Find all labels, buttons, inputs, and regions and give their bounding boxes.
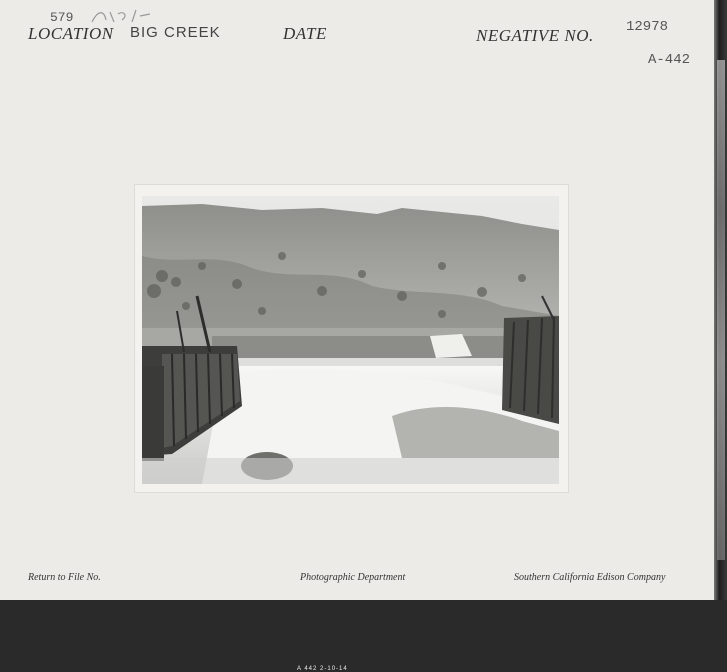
negative-label: NEGATIVE NO. bbox=[476, 26, 594, 45]
location-value: BIG CREEK bbox=[130, 24, 221, 41]
department-label: Photographic Department bbox=[300, 572, 406, 583]
negative-sub-number: A-442 bbox=[648, 52, 691, 68]
handwritten-scribble-icon bbox=[88, 6, 158, 26]
date-label: DATE bbox=[283, 24, 327, 43]
scanner-edge bbox=[714, 0, 727, 600]
company-label: Southern California Edison Company bbox=[514, 572, 666, 583]
location-note: 579 bbox=[50, 10, 74, 25]
negative-number: 12978 bbox=[626, 19, 669, 35]
location-label: LOCATION bbox=[28, 24, 114, 43]
plate-code: A 442 2-10-14 bbox=[297, 666, 348, 672]
return-to-file-label: Return to File No. bbox=[28, 572, 101, 583]
dam-photograph-image bbox=[142, 196, 559, 484]
